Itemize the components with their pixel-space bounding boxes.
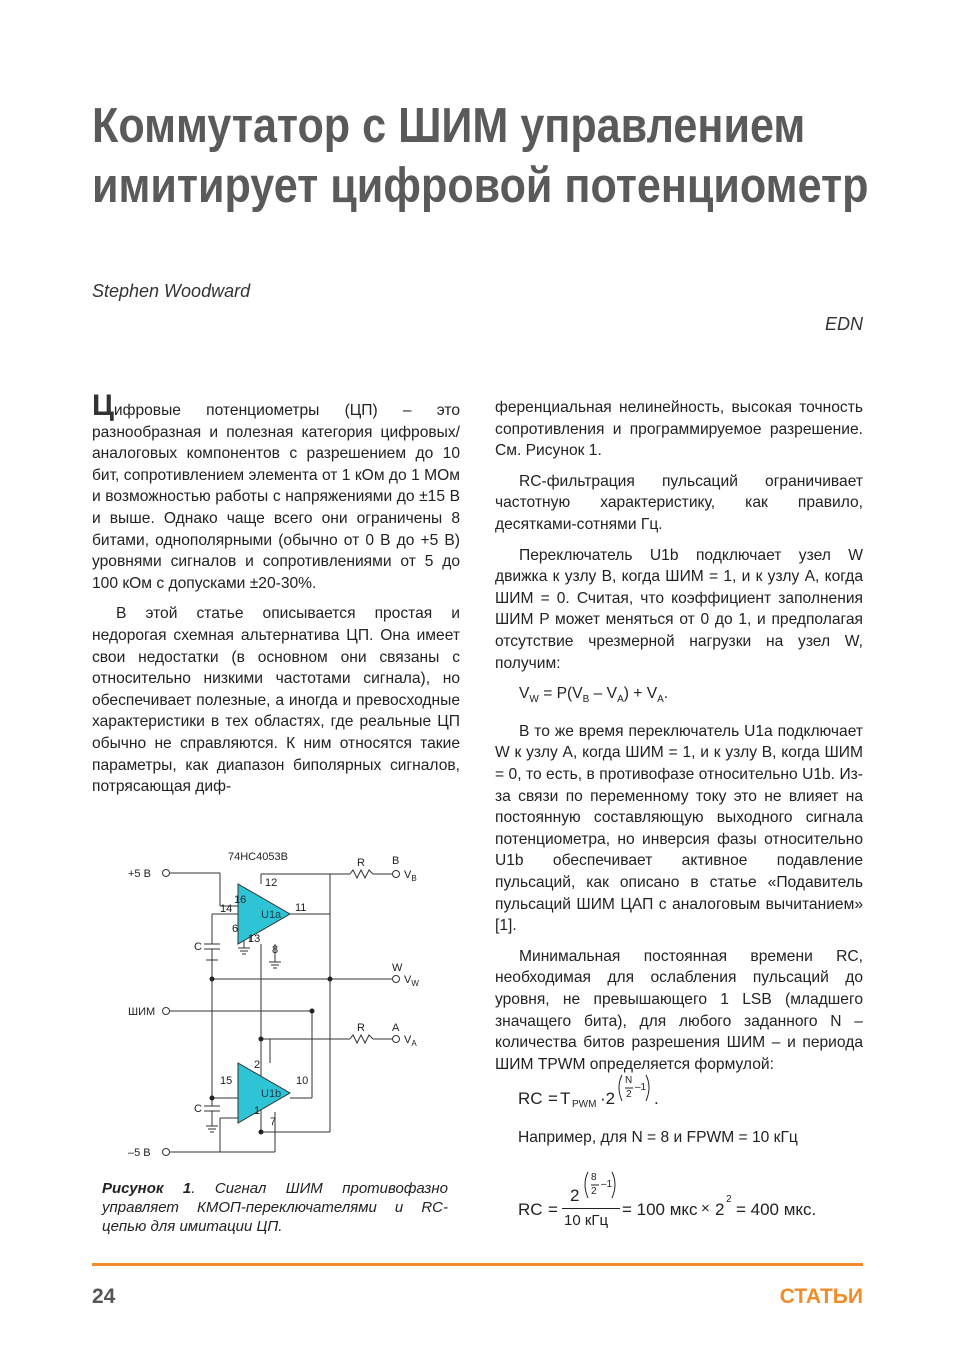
fraction-bar (562, 1208, 620, 1209)
svg-text:16: 16 (234, 894, 247, 906)
svg-text:13: 13 (248, 933, 261, 945)
c1-label: C (194, 941, 202, 953)
article-title (92, 96, 869, 216)
svg-text:12: 12 (265, 877, 278, 889)
chip-label: 74HC4053B (228, 851, 288, 863)
paragraph-5: Переключатель U1b подключает узел W движка к узлу B, когда ШИМ = 1, и к узлу A, когда ШИМ = 0. Считая, что коэффициент заполнения ШИМ P может меняться от 0 до 1, и предполагая отсутствие чрезмерной нагрузки на узел W, получим: (495, 546, 863, 672)
svg-text:14: 14 (220, 903, 233, 915)
left-column (92, 389, 460, 807)
formula-example: RC = 2 8 2 –1 10 кГц = 100 мкс × 2 2 = 400 мкс. (518, 1172, 817, 1229)
formula-example-exponent-brackets (580, 1170, 620, 1204)
pwm-label: ШИМ (128, 1006, 156, 1018)
plus5-label: +5 В (128, 868, 151, 880)
title-line-1: Коммутатор с ШИМ управлением (92, 99, 806, 153)
node-a-label: A (392, 1022, 400, 1034)
formula-vw: $V_W = P(V_B - V_A) + V_A$. (519, 685, 669, 706)
paragraph-7: Минимальная постоянная времени RC, необходимая для ослабления пульсаций до уровня, не превышающего 1 LSB (младшего значащего бита), для любого заданного N – количества битов разрешения ШИМ – и периода ШИМ TPWM определяется формулой: (495, 947, 863, 1073)
example-line: Например, для N = 8 и FPWM = 10 кГц (518, 1129, 798, 1146)
page-number: 24 (92, 1285, 116, 1308)
svg-text:10: 10 (296, 1075, 309, 1087)
circuit-diagram (120, 848, 450, 1168)
svg-text:2: 2 (254, 1059, 261, 1071)
u1b-label: U1b (261, 1088, 282, 1100)
svg-text:11: 11 (295, 902, 307, 914)
node-b-label: B (392, 855, 400, 867)
c2-label: C (194, 1103, 202, 1115)
paragraph-1 (92, 389, 460, 594)
right-column (495, 397, 863, 1084)
node-w-label: W (392, 962, 403, 974)
formula-rc: RC = T PWM ·2 N 2 –1 . (518, 1075, 659, 1110)
caption-text: . Сигнал ШИМ противофазно управляет КМОП-переключателями и RC-цепью для имитации ЦП. (102, 1180, 448, 1235)
paragraph-1-text: ифровые потенциометры (ЦП) – это разнообразная и полезная категория цифровых/аналоговых компонентов с разрешением до 10 бит, сопротивлением элемента от 1 кОм до 1 МОм и возможностью работы с напряжениями до ±15 В и выше. Однако чаще всего они ограничены 8 битами, однополярными (обычно от 0 В до +5 В) уровнями сигналов и сопротивлениями от 5 до 100 кОм с допусками ±20-30%. (92, 402, 460, 592)
section-label: СТАТЬИ (779, 1285, 863, 1308)
paragraph-4: RC-фильтрация пульсаций ограничивает частотную характеристику, как правило, десятками-сотнями Гц. (495, 472, 863, 533)
dropcap: Ц (92, 389, 114, 422)
svg-text:7: 7 (270, 1116, 277, 1128)
svg-text:VB: $V_B$ (404, 869, 417, 883)
minus5-label: –5 В (128, 1147, 151, 1159)
r1-label: R (357, 857, 365, 869)
source: EDN (824, 314, 863, 334)
svg-text:15: 15 (220, 1075, 233, 1087)
title-line-2: имитирует цифровой потенциометр (92, 159, 869, 213)
footer-rule (92, 1263, 863, 1266)
author: Stephen Woodward (92, 281, 251, 301)
svg-text:VW: $V_W$ (404, 974, 419, 988)
u1a-label: U1a (261, 909, 282, 921)
svg-text:8: 8 (272, 944, 279, 956)
svg-text:6: 6 (232, 923, 239, 935)
r2-label: R (357, 1022, 365, 1034)
caption-label: Рисунок 1 (102, 1180, 192, 1197)
svg-text:1: 1 (254, 1105, 261, 1117)
svg-text:VA: $V_A$ (404, 1034, 417, 1048)
paragraph-6: В то же время переключатель U1a подключает W к узлу A, когда ШИМ = 1, и к узлу B, когда ШИМ = 0, то есть, в противофазе относительно U1b. Из-за связи по переменному току это не влияет на постоянную составляющую выходного сигнала потенциометра, но инверсия фазы относительно U1b обеспечивает активное подавление пульсаций, как описано в статье «Подавитель пульсаций ШИМ ЦАП с аналоговым вычитанием» [1]. (495, 722, 863, 935)
paragraph-2: В этой статье описывается простая и недорогая схемная альтернатива ЦП. Она имеет свои недостатки (в основном они связаны с относительно низкими частотами сигнала), но обеспечивает полезные, а иногда и превосходные характеристики в тех областях, где реальные ЦП обычно не справляются. К ним относятся такие параметры, как диапазон биполярных сигналов, потрясающая диф- (92, 605, 460, 796)
paragraph-3: ференциальная нелинейность, высокая точность сопротивления и программируемое разрешение. См. Рисунок 1. (495, 399, 863, 460)
formula-rc-exponent-brackets (614, 1073, 654, 1107)
figure-caption (102, 1179, 448, 1236)
